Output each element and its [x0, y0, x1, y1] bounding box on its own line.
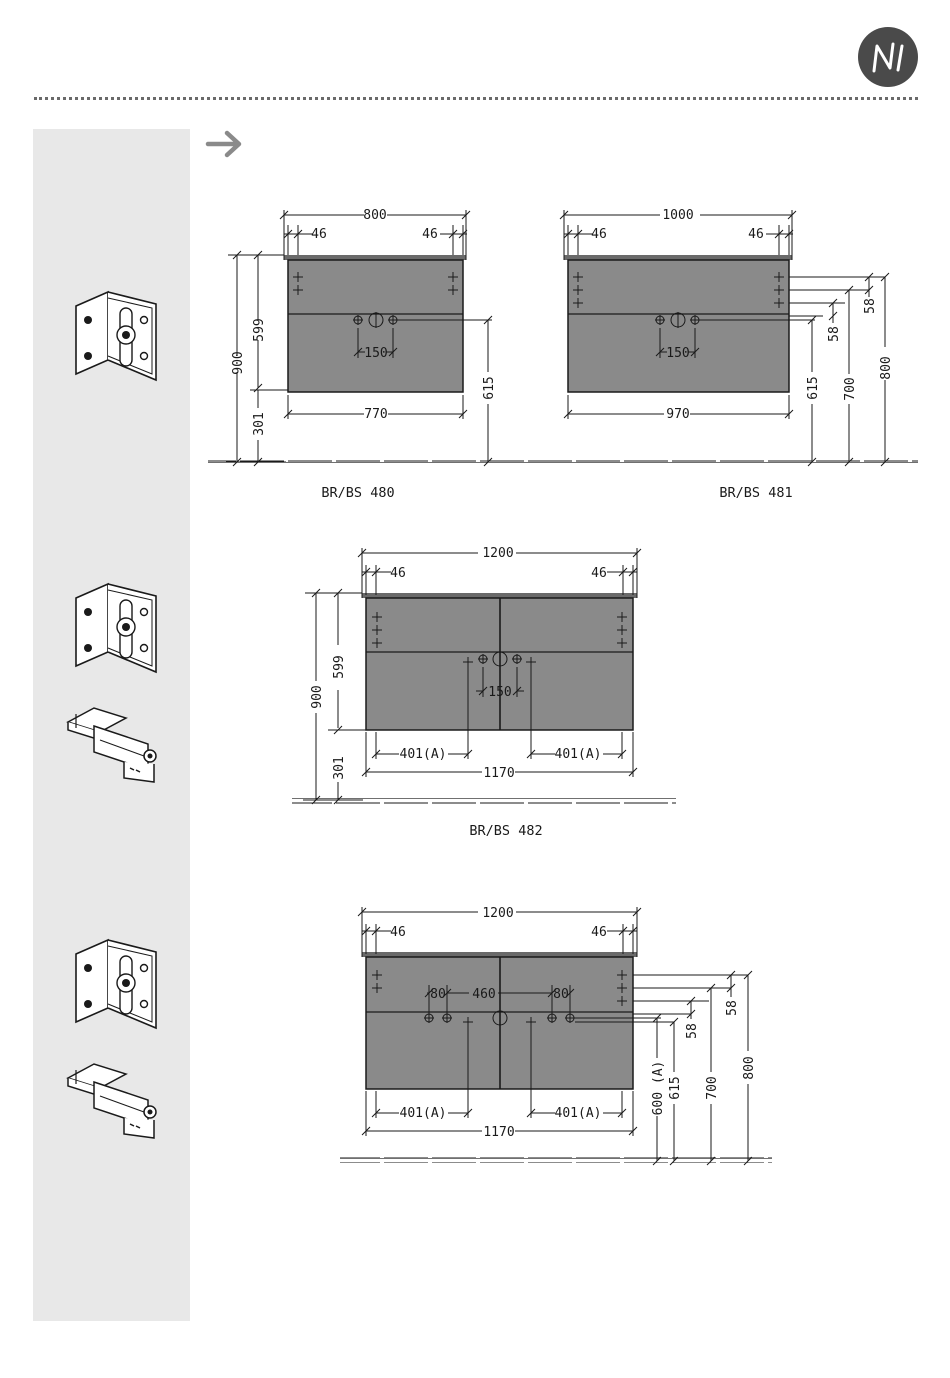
dim-483-700: 700 [705, 1076, 720, 1100]
dim-482-hole: 150 [488, 685, 512, 700]
dim-483-600a: 600 (A) [651, 1060, 666, 1116]
dim-481-inner: 970 [666, 407, 690, 422]
model-label-481: BR/BS 481 [719, 485, 793, 501]
dim-483-door-b: 401(A) [554, 1106, 602, 1121]
dim-481-800: 800 [879, 356, 894, 380]
dim-483-gap-right: 80 [553, 987, 569, 1002]
dim-482-width: 1200 [482, 546, 514, 561]
model-label-480: BR/BS 480 [321, 485, 395, 501]
dim-481-side-58a: 58 [863, 298, 878, 314]
model-label-482: BR/BS 482 [469, 823, 543, 839]
dim-483-right-offset: 46 [591, 925, 607, 940]
drawing-br-bs-482 [303, 548, 641, 804]
dim-482-inner: 1170 [483, 766, 515, 781]
dim-483-side-58a: 58 [725, 1000, 740, 1016]
dim-481-width: 1000 [662, 208, 694, 223]
dim-483-800: 800 [742, 1056, 757, 1080]
dim-483-left-offset: 46 [390, 925, 406, 940]
dim-483-side-58b: 58 [685, 1023, 700, 1039]
dim-482-right-offset: 46 [591, 566, 607, 581]
dim-483-gap-mid: 460 [472, 987, 496, 1002]
dim-480-floor: 301 [252, 412, 267, 436]
dim-482-height: 900 [310, 685, 325, 709]
dim-481-side-58b: 58 [827, 326, 842, 342]
dim-483-door-a: 401(A) [399, 1106, 447, 1121]
dim-482-left-offset: 46 [390, 566, 406, 581]
dim-482-door-b: 401(A) [554, 747, 602, 762]
dim-481-700: 700 [843, 377, 858, 401]
dim-482-floor: 301 [332, 756, 347, 780]
dim-483-width: 1200 [482, 906, 514, 921]
dim-483-inner: 1170 [483, 1125, 515, 1140]
dim-480-left-offset: 46 [311, 227, 327, 242]
dim-480-body: 599 [252, 318, 267, 342]
dim-480-inner: 770 [364, 407, 388, 422]
dim-481-right-offset: 46 [748, 227, 764, 242]
dim-481-hole: 150 [666, 346, 690, 361]
dim-481-left-offset: 46 [591, 227, 607, 242]
dim-480-drain: 615 [482, 376, 497, 400]
dim-480-right-offset: 46 [422, 227, 438, 242]
dim-483-gap-left: 80 [430, 987, 446, 1002]
dim-481-615: 615 [806, 376, 821, 400]
dim-480-height: 900 [231, 351, 246, 375]
dim-482-body: 599 [332, 655, 347, 679]
dim-482-door-a: 401(A) [399, 747, 447, 762]
dim-480-hole: 150 [364, 346, 388, 361]
dim-483-615: 615 [668, 1076, 683, 1100]
dim-480-width: 800 [363, 208, 387, 223]
